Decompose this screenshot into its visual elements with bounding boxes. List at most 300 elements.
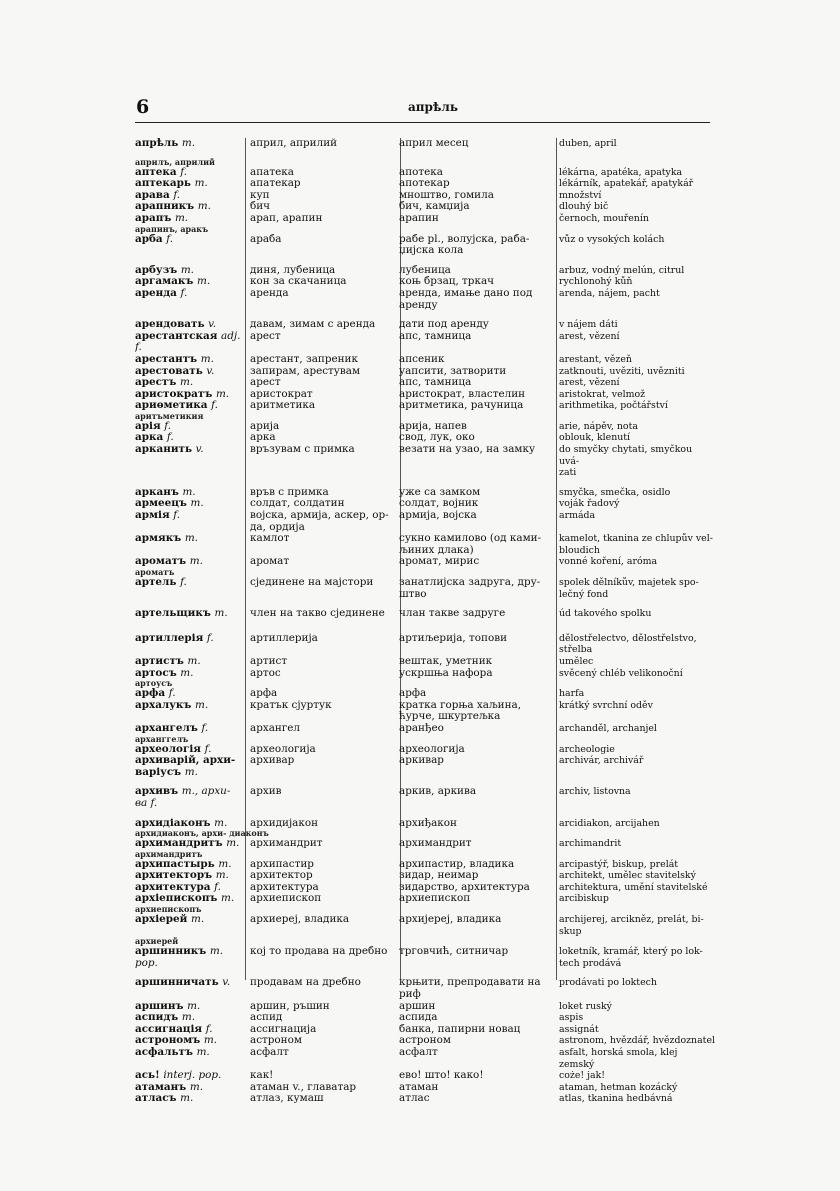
- old-spelling: априлъ, априлий: [135, 156, 215, 167]
- dictionary-entry: [135, 354, 715, 366]
- dictionary-entry: [135, 1070, 715, 1082]
- dictionary-entry: [135, 1035, 715, 1047]
- headword: арканъ: [135, 486, 179, 498]
- grammar-label: m.: [180, 264, 194, 276]
- serbian-translation: аристократ, властелин: [399, 388, 526, 400]
- bulgarian-translation: солдат, солдатин: [250, 498, 345, 510]
- czech-translation: archimandrit: [559, 838, 622, 850]
- headword: арапникъ: [135, 201, 195, 213]
- bulgarian-translation: арка: [250, 432, 276, 444]
- grammar-label: f.: [173, 189, 181, 201]
- czech-translation: arenda, nájem, pacht: [559, 287, 660, 299]
- czech-translation: černoch, mouřenín: [559, 212, 649, 224]
- headword: аптека: [135, 166, 177, 178]
- bulgarian-translation: артиллерија: [250, 632, 318, 644]
- dictionary-entry: [135, 977, 715, 1000]
- grammar-label: m.: [184, 765, 198, 778]
- czech-translation: archanděl, archanjel: [559, 722, 657, 734]
- headword-cell: [135, 354, 245, 366]
- dictionary-entry: [135, 859, 715, 871]
- serbian-translation: април месец: [399, 138, 469, 149]
- czech-translation: vůz o vysokých kolách: [559, 233, 665, 245]
- headword: архипастырь: [135, 858, 215, 870]
- dictionary-entry: [135, 400, 715, 412]
- serbian-translation: ево! што! како!: [399, 1070, 484, 1082]
- bulgarian-translation: арфа: [250, 688, 278, 700]
- czech-translation: voják řadový: [559, 498, 620, 510]
- grammar-label: m.: [190, 498, 204, 510]
- grammar-label: f.: [180, 287, 188, 299]
- serbian-translation: асфалт: [399, 1047, 438, 1058]
- running-head: апрѣль: [408, 100, 458, 114]
- bulgarian-translation: продавам на дребно: [250, 977, 361, 989]
- serbian-translation: апс, тамница: [399, 377, 472, 389]
- headword-cell: [135, 288, 245, 300]
- dictionary-entry: [135, 498, 715, 510]
- czech-translation: krátký svrchní oděv: [559, 699, 653, 711]
- bulgarian-translation: запирам, арестувам: [250, 365, 361, 377]
- bulgarian-translation: араба: [250, 233, 282, 245]
- headword: археологія: [135, 743, 201, 755]
- czech-translation: rychlonohý kůň: [559, 276, 633, 288]
- czech-translation: smyčka, smečka, osidlo: [559, 486, 671, 498]
- headword: арестантская: [135, 330, 218, 342]
- czech-translation: oblouk, klenutí: [559, 432, 631, 444]
- serbian-translation: атаман: [399, 1081, 439, 1093]
- czech-translation: loket ruský: [559, 1000, 612, 1012]
- headword: архалукъ: [135, 699, 192, 711]
- grammar-label: m.: [221, 893, 235, 905]
- headword-cell: [135, 377, 245, 389]
- czech-translation: ataman, hetman kozácký: [559, 1081, 678, 1093]
- czech-translation: arie, nápěv, nota: [559, 420, 638, 432]
- headword: армякъ: [135, 533, 182, 545]
- grammar-label: interj. pop.: [163, 1070, 222, 1082]
- headword-cell: [135, 190, 245, 202]
- grammar-label: m.: [196, 1047, 210, 1058]
- bulgarian-translation: археологија: [250, 743, 316, 755]
- czech-translation: arestant, vězeň: [559, 353, 632, 365]
- headword: артельщикъ: [135, 608, 211, 620]
- grammar-label: m.: [174, 212, 189, 224]
- headword-cell: [135, 1024, 245, 1036]
- headword-cell: [135, 859, 245, 871]
- headword: архіепископъ: [135, 893, 218, 905]
- entry-spacer: [135, 600, 715, 608]
- entry-spacer: [135, 969, 715, 977]
- headword: аргамакъ: [135, 276, 194, 288]
- headword-cell: [135, 688, 245, 700]
- grammar-label: m.: [196, 276, 211, 288]
- bulgarian-translation: ассигнација: [250, 1023, 317, 1035]
- serbian-translation: ускршња нафора: [399, 667, 493, 679]
- headword: арава: [135, 189, 170, 201]
- grammar-label: f.: [205, 1023, 213, 1035]
- bulgarian-translation: архиепископ: [250, 893, 322, 905]
- headword-cell: [135, 498, 245, 510]
- headword-cell: [135, 389, 245, 401]
- headword-cell: [135, 331, 245, 354]
- headword: арка: [135, 432, 164, 444]
- headword: архитекторъ: [135, 870, 213, 882]
- bulgarian-translation: арија: [250, 420, 280, 432]
- bulgarian-translation: април, априлий: [250, 138, 338, 149]
- headword-cell: [135, 510, 245, 522]
- headword: аспидъ: [135, 1012, 179, 1024]
- grammar-label: m.: [214, 608, 228, 620]
- serbian-translation: аркивар: [399, 755, 444, 767]
- czech-translation: arcibiskup: [559, 893, 609, 905]
- serbian-translation: лубеница: [399, 264, 451, 276]
- serbian-translation: апсеник: [399, 353, 445, 365]
- czech-translation: architekt, umělec stavitelský: [559, 870, 696, 882]
- headword: архивъ: [135, 786, 179, 798]
- headword: армеецъ: [135, 498, 187, 510]
- czech-translation: atlas, tkanina hedbávná: [559, 1093, 673, 1105]
- dictionary-entry: [135, 444, 715, 479]
- headword: артиллерія: [135, 632, 204, 644]
- serbian-translation: апотека: [399, 166, 443, 178]
- bulgarian-translation: апатека: [250, 166, 294, 178]
- serbian-translation: мноштво, гомила: [399, 189, 494, 201]
- dictionary-entry: [135, 755, 715, 778]
- bulgarian-translation: аренда: [250, 287, 289, 299]
- grammar-label: f.: [166, 432, 174, 444]
- czech-translation: archeologie: [559, 743, 615, 755]
- serbian-translation: апотекар: [399, 178, 450, 190]
- headword: атаманъ: [135, 1081, 187, 1093]
- czech-translation: do smyčky chytati, smyčkou uvá- zati: [559, 444, 693, 479]
- serbian-translation: аромат, мирис: [399, 556, 480, 568]
- bulgarian-translation: астроном: [250, 1035, 302, 1047]
- headword-cell: [135, 178, 245, 190]
- dictionary-entry: [135, 608, 715, 620]
- grammar-label: m.: [214, 817, 228, 829]
- czech-translation: archivár, archivář: [559, 755, 644, 767]
- dictionary-entry: [135, 234, 715, 257]
- czech-translation: architektura, umění stavitelské: [559, 881, 708, 893]
- headword-cell: [135, 276, 245, 288]
- bulgarian-translation: архидијакон: [250, 817, 319, 829]
- headword-cell: [135, 914, 245, 926]
- grammar-label: m.: [226, 838, 240, 850]
- dictionary-entry: [135, 377, 715, 389]
- grammar-label: f.: [173, 510, 181, 522]
- czech-translation: aristokrat, velmož: [559, 388, 646, 400]
- bulgarian-translation: сјединене на мајстори: [250, 577, 374, 588]
- headword: архангелъ: [135, 722, 198, 734]
- czech-translation: armáda: [559, 510, 596, 522]
- serbian-translation: кратка горња хаљина, ћурче, шкуртељка: [399, 699, 522, 723]
- entry-spacer: [135, 311, 715, 319]
- entry-spacer: [135, 257, 715, 265]
- grammar-label: m.: [181, 138, 196, 149]
- serbian-translation: везати на узао, на замку: [399, 444, 536, 456]
- grammar-label: m., архи- ва f.: [135, 786, 231, 809]
- headword: ариѳметика: [135, 400, 208, 412]
- headword: арія: [135, 420, 161, 432]
- bulgarian-translation: арест: [250, 377, 281, 389]
- czech-translation: coże! jak!: [559, 1070, 606, 1082]
- headword-cell: [135, 1047, 245, 1059]
- headword: архимандритъ: [135, 838, 223, 850]
- bulgarian-translation: диня, лубеница: [250, 264, 336, 276]
- serbian-translation: зидар, неимар: [399, 870, 479, 882]
- czech-translation: lékárna, apatéka, apatyka: [559, 166, 683, 178]
- bulgarian-translation: аспид: [250, 1012, 283, 1024]
- dictionary-entry: [135, 1093, 715, 1105]
- dictionary-entry: [135, 656, 715, 668]
- bulgarian-translation: куп: [250, 189, 270, 201]
- czech-translation: asfalt, horská smola, klej zemský: [559, 1047, 681, 1070]
- dictionary-entry: [135, 178, 715, 190]
- bulgarian-translation: асфалт: [250, 1047, 289, 1058]
- old-spelling: арханггелъ: [135, 733, 189, 744]
- headword-cell: [135, 1035, 245, 1047]
- serbian-translation: арфа: [399, 688, 427, 700]
- serbian-translation: аранђео: [399, 722, 444, 734]
- old-spelling: ароматъ: [135, 567, 175, 577]
- dictionary-entry: [135, 633, 715, 656]
- serbian-translation: астроном: [399, 1035, 451, 1047]
- headword-cell: [135, 838, 245, 850]
- grammar-label: f.: [201, 722, 209, 734]
- dictionary-entry: [135, 487, 715, 499]
- headword-cell: [135, 138, 245, 150]
- dictionary-entry: [135, 213, 715, 225]
- serbian-translation: дати под аренду: [399, 319, 489, 331]
- headword-cell: [135, 1012, 245, 1024]
- czech-translation: loketník, kramář, který po lok- tech prodává: [559, 946, 703, 969]
- bulgarian-translation: артист: [250, 655, 288, 667]
- dictionary-entry: [135, 1012, 715, 1024]
- dictionary-entry: [135, 265, 715, 277]
- headword-cell: [135, 608, 245, 620]
- czech-translation: harfa: [559, 688, 585, 700]
- grammar-label: v.: [195, 444, 204, 456]
- grammar-label: m.: [189, 556, 203, 568]
- headword-cell: [135, 786, 245, 809]
- headword-cell: [135, 744, 245, 756]
- grammar-label: m.: [218, 858, 232, 870]
- grammar-label: f.: [211, 400, 218, 412]
- grammar-label: f.: [164, 420, 172, 432]
- bulgarian-translation: арест: [250, 330, 281, 342]
- grammar-label: adj. f.: [135, 330, 244, 354]
- czech-translation: umělec: [559, 655, 594, 667]
- headword-cell: [135, 1001, 245, 1013]
- serbian-translation: аспида: [399, 1012, 438, 1024]
- dictionary-entry: [135, 138, 715, 150]
- bulgarian-translation: кратък сјуртук: [250, 699, 332, 711]
- dictionary-entry: [135, 882, 715, 894]
- bulgarian-translation: арап, арапин: [250, 212, 323, 224]
- headword: аптекарь: [135, 178, 191, 190]
- czech-translation: prodávati po loktech: [559, 977, 657, 989]
- grammar-label: m.: [200, 353, 214, 365]
- headword: асфальтъ: [135, 1047, 193, 1058]
- grammar-label: m.: [215, 870, 229, 882]
- old-spelling: артоусъ: [135, 678, 173, 689]
- serbian-translation: вештак, уметник: [399, 655, 493, 667]
- bulgarian-translation: аритметика: [250, 400, 316, 412]
- bulgarian-translation: архив: [250, 786, 282, 798]
- headword: арестантъ: [135, 353, 198, 365]
- grammar-label: m.: [187, 1000, 201, 1012]
- bulgarian-translation: архивар: [250, 755, 295, 767]
- serbian-translation: уапсити, затворити: [399, 365, 507, 377]
- serbian-translation: уже са замком: [399, 486, 481, 498]
- dictionary-entry: [135, 893, 715, 905]
- serbian-translation: коњ брзац, тркач: [399, 276, 495, 288]
- headword-cell: [135, 755, 245, 778]
- czech-translation: vonné koření, aróma: [559, 556, 658, 568]
- grammar-label: f.: [206, 632, 214, 644]
- dictionary-entry: [135, 1024, 715, 1036]
- headword: аренда: [135, 287, 177, 299]
- grammar-label: f.: [180, 577, 187, 588]
- headword: аршинъ: [135, 1000, 184, 1012]
- grammar-label: m.: [181, 1012, 196, 1024]
- old-spelling: архимандритъ: [135, 848, 203, 859]
- headword: астрономъ: [135, 1035, 201, 1047]
- czech-translation: spolek dělníkův, majetek spo- lečný fond: [559, 577, 699, 600]
- czech-translation: arcidiakon, arcijahen: [559, 817, 660, 829]
- serbian-translation: артиљерија, топови: [399, 632, 507, 644]
- headword: аршинничать: [135, 977, 219, 989]
- headword-cell: [135, 533, 245, 545]
- headword: аршинникъ: [135, 946, 207, 958]
- entry-list: [135, 138, 715, 1105]
- czech-translation: archijerej, arcikněz, prelát, bi- skup: [559, 914, 704, 937]
- bulgarian-translation: аршин, ръшин: [250, 1000, 330, 1012]
- dictionary-entry: [135, 838, 715, 850]
- headword: архидіаконъ: [135, 817, 211, 829]
- grammar-label: m.: [180, 667, 194, 679]
- headword-cell: [135, 977, 245, 989]
- headword: артель: [135, 577, 177, 588]
- dictionary-entry: [135, 190, 715, 202]
- bulgarian-translation: кој то продава на дребно: [250, 946, 388, 958]
- headword-cell: [135, 167, 245, 179]
- header-rule: [135, 122, 710, 123]
- bulgarian-translation: член на такво сјединене: [250, 608, 385, 620]
- headword: арестъ: [135, 377, 177, 389]
- serbian-translation: археологија: [399, 743, 465, 755]
- headword-cell: [135, 421, 245, 433]
- old-spelling: аритъметикия: [135, 410, 204, 421]
- entry-spacer: [135, 778, 715, 786]
- czech-translation: archiv, listovna: [559, 786, 631, 798]
- bulgarian-translation: кон за скачаница: [250, 276, 347, 288]
- headword: апрѣль: [135, 138, 179, 149]
- grammar-label: m.: [179, 377, 194, 389]
- czech-translation: aspis: [559, 1012, 584, 1024]
- czech-translation: arest, vězení: [559, 330, 620, 342]
- headword-cell: [135, 487, 245, 499]
- dictionary-entry: [135, 167, 715, 179]
- czech-translation: kamelot, tkanina ze chlupův vel- bloudich: [559, 533, 713, 556]
- czech-translation: dělostřelectvo, dělostřelstvo, střelba: [559, 632, 697, 656]
- bulgarian-translation: камлот: [250, 533, 290, 545]
- bulgarian-translation: аристократ: [250, 388, 313, 400]
- headword-cell: [135, 432, 245, 444]
- serbian-translation: занатлијска задруга, дру- штво: [399, 577, 541, 600]
- serbian-translation: крњити, препродавати на риф: [399, 977, 541, 1001]
- dictionary-entry: [135, 366, 715, 378]
- bulgarian-translation: връзувам с примка: [250, 444, 355, 456]
- czech-translation: svěcený chléb velikonoční: [559, 667, 683, 679]
- bulgarian-translation: аромат: [250, 556, 290, 568]
- czech-translation: úd takového spolku: [559, 608, 652, 620]
- bulgarian-translation: архитектор: [250, 870, 313, 882]
- czech-translation: arithmetika, počtářství: [559, 400, 668, 412]
- headword-cell: [135, 633, 245, 645]
- grammar-label: m.: [194, 178, 208, 190]
- dictionary-entry: [135, 668, 715, 680]
- headword: ароматъ: [135, 556, 187, 568]
- headword-cell: [135, 234, 245, 246]
- grammar-label: f.: [166, 233, 174, 245]
- dictionary-entry: [135, 533, 715, 556]
- headword-cell: [135, 444, 245, 456]
- headword-cell: [135, 870, 245, 882]
- grammar-label: m.: [184, 533, 198, 545]
- serbian-translation: арија, напев: [399, 420, 467, 432]
- bulgarian-translation: бич: [250, 201, 271, 213]
- czech-translation: assignát: [559, 1023, 599, 1035]
- headword: арканить: [135, 444, 193, 456]
- grammar-label: v.: [208, 319, 217, 331]
- headword-cell: [135, 1082, 245, 1094]
- headword-cell: [135, 319, 245, 331]
- bulgarian-translation: архитектура: [250, 881, 319, 893]
- grammar-label: m.: [190, 914, 205, 926]
- bulgarian-translation: давам, зимам с аренда: [250, 319, 376, 331]
- dictionary-entry: [135, 1082, 715, 1094]
- bulgarian-translation: артос: [250, 667, 281, 679]
- dictionary-entry: [135, 421, 715, 433]
- dictionary-entry: [135, 510, 715, 533]
- dictionary-entry: [135, 577, 715, 600]
- headword-cell: [135, 946, 245, 969]
- dictionary-entry: [135, 744, 715, 756]
- headword: ассигнація: [135, 1023, 203, 1035]
- serbian-translation: атлас: [399, 1093, 430, 1105]
- czech-translation: astronom, hvězdář, hvězdoznatel: [559, 1035, 715, 1047]
- headword: арендовать: [135, 319, 205, 331]
- dictionary-entry: [135, 946, 715, 969]
- dictionary-entry: [135, 276, 715, 288]
- headword-cell: [135, 201, 245, 213]
- headword-cell: [135, 265, 245, 277]
- headword: армія: [135, 510, 170, 522]
- entry-spacer: [135, 479, 715, 487]
- grammar-label: m.: [180, 1093, 194, 1105]
- dictionary-entry: [135, 331, 715, 354]
- serbian-translation: сукно камилово (од ками- љиних длака): [399, 533, 542, 556]
- bulgarian-translation: архимандрит: [250, 838, 323, 850]
- headword: арба: [135, 233, 163, 245]
- grammar-label: m.: [203, 1035, 218, 1047]
- dictionary-entry: [135, 288, 715, 311]
- headword: архіерей: [135, 914, 188, 926]
- page-number: 6: [136, 96, 150, 118]
- headword: арестовать: [135, 365, 203, 377]
- czech-translation: arcipastýř, biskup, prelát: [559, 858, 679, 870]
- headword-cell: [135, 700, 245, 712]
- headword-cell: [135, 577, 245, 589]
